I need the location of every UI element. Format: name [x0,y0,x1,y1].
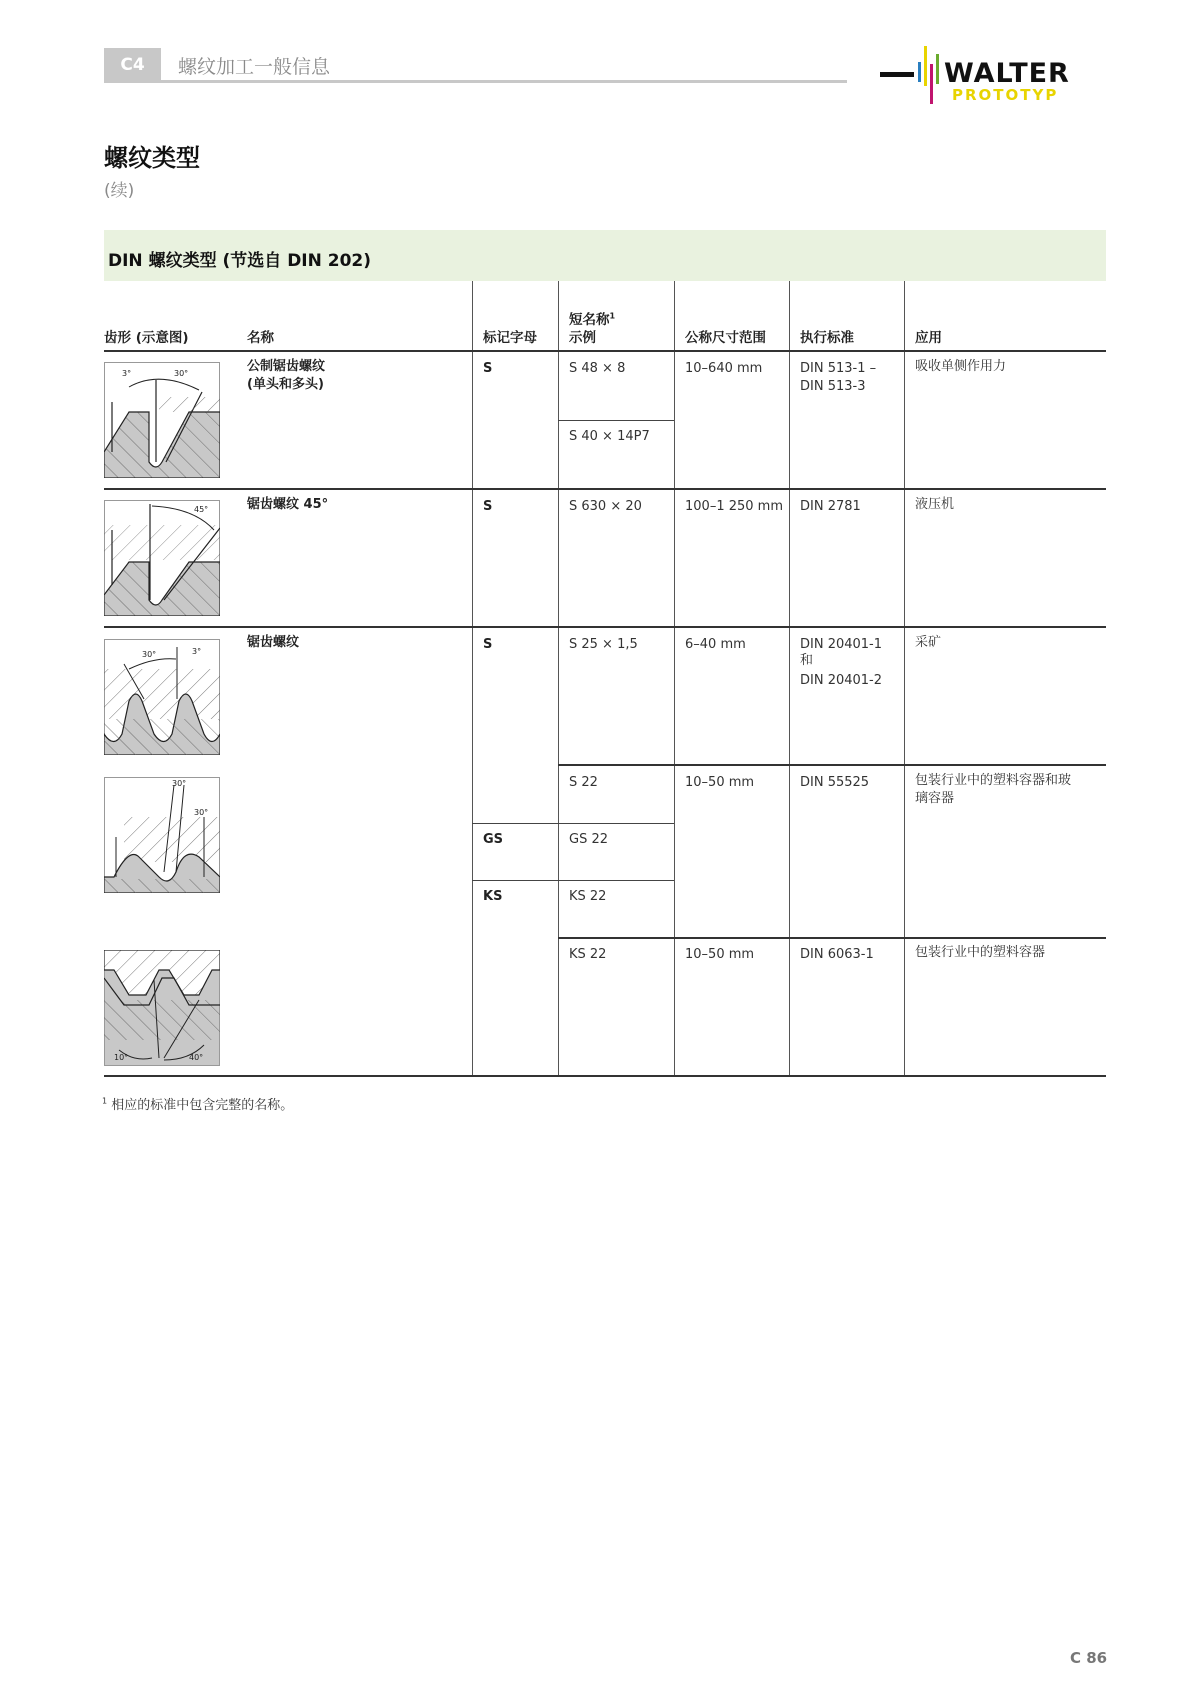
svg-text:40°: 40° [189,1053,204,1062]
thread-application: 包装行业中的塑料容器 [915,945,1046,960]
thread-name: 锯齿螺纹 45° [247,497,329,512]
chapter-title: 螺纹加工一般信息 [178,56,331,78]
col-name: 名称 [247,330,274,346]
svg-text:30°: 30° [194,808,209,817]
thread-application: 采矿 [915,635,942,650]
svg-text:45°: 45° [194,505,209,514]
thread-example: GS 22 [569,832,608,847]
col-size-range: 公称尺寸范围 [685,330,766,346]
sub-rule [472,823,674,824]
thread-standard: DIN 55525 [800,775,870,790]
page-number: C 86 [1070,1649,1108,1667]
continued-label: (续) [104,181,135,201]
thread-range: 10–640 mm [685,361,763,376]
thread-application: 液压机 [915,497,955,512]
thread-standard: DIN 20401-1 [800,637,883,652]
col-divider [558,281,559,1076]
sub-rule [472,880,674,881]
footnote: $^1$ 相应的标准中包含完整的名称。 [102,1096,294,1113]
profile-diagram-metric-buttress [104,362,220,478]
col-example: 示例 [569,330,596,346]
thread-standard: DIN 20401-2 [800,673,883,688]
page-title: 螺纹类型 [104,144,200,172]
thread-example: S 48 × 8 [569,361,626,376]
chapter-badge: C4 [104,48,161,82]
header-rule [104,350,1106,352]
svg-text:WALTER: WALTER [944,58,1070,89]
thread-range: 10–50 mm [685,947,755,962]
col-application: 应用 [915,330,942,346]
thread-example: KS 22 [569,889,607,904]
svg-text:30°: 30° [172,779,187,788]
svg-text:PROTOTYP: PROTOTYP [952,86,1059,104]
col-letter: 标记字母 [483,330,537,346]
thread-letter: GS [483,832,504,847]
thread-example: S 40 × 14P7 [569,429,650,444]
svg-text:30°: 30° [174,369,189,378]
thread-range: 10–50 mm [685,775,755,790]
thread-letter: S [483,499,493,514]
thread-application: 吸收单侧作用力 [915,359,1007,374]
profile-diagram-buttress-45 [104,500,220,616]
profile-diagram-container-thread [104,777,220,893]
thread-name-note: (单头和多头) [247,377,324,392]
profile-diagram-ks-thread [104,950,220,1066]
walter-logo [880,44,1108,104]
col-divider [674,281,675,1076]
svg-text:30°: 30° [142,650,157,659]
svg-text:10°: 10° [114,1053,129,1062]
col-standard: 执行标准 [800,330,854,346]
thread-standard: DIN 6063-1 [800,947,874,962]
thread-example: S 22 [569,775,598,790]
chapter-rule [104,80,847,83]
thread-letter: S [483,637,493,652]
table-bottom-rule [104,1075,1106,1077]
thread-application: 包装行业中的塑料容器和玻 [915,773,1072,788]
col-divider [472,281,473,1076]
thread-letter: KS [483,889,503,904]
thread-standard: DIN 513-1 – [800,361,877,376]
col-short-name: 短名称$^1$ [569,311,616,328]
svg-text:3°: 3° [192,647,202,656]
sub-rule [558,420,674,421]
thread-standard: 和 [800,653,814,668]
thread-range: 6–40 mm [685,637,746,652]
thread-standard: DIN 2781 [800,499,861,514]
thread-letter: S [483,361,493,376]
section-title: DIN 螺纹类型 (节选自 DIN 202) [108,251,372,271]
profile-diagram-buttress [104,639,220,755]
thread-application: 璃容器 [915,791,955,806]
thread-range: 100–1 250 mm [685,499,783,514]
svg-text:3°: 3° [122,369,132,378]
col-divider [789,281,790,1076]
thread-example: KS 22 [569,947,607,962]
col-divider [904,281,905,1076]
row-rule [104,488,1106,490]
thread-standard: DIN 513-3 [800,379,866,394]
thread-example: S 630 × 20 [569,499,642,514]
thread-name: 锯齿螺纹 [247,635,300,650]
sub-rule [558,764,1106,766]
sub-rule [558,937,1106,939]
col-profile: 齿形 (示意图) [104,330,189,346]
row-rule [104,626,1106,628]
thread-name: 公制锯齿螺纹 [247,359,326,374]
thread-example: S 25 × 1,5 [569,637,638,652]
